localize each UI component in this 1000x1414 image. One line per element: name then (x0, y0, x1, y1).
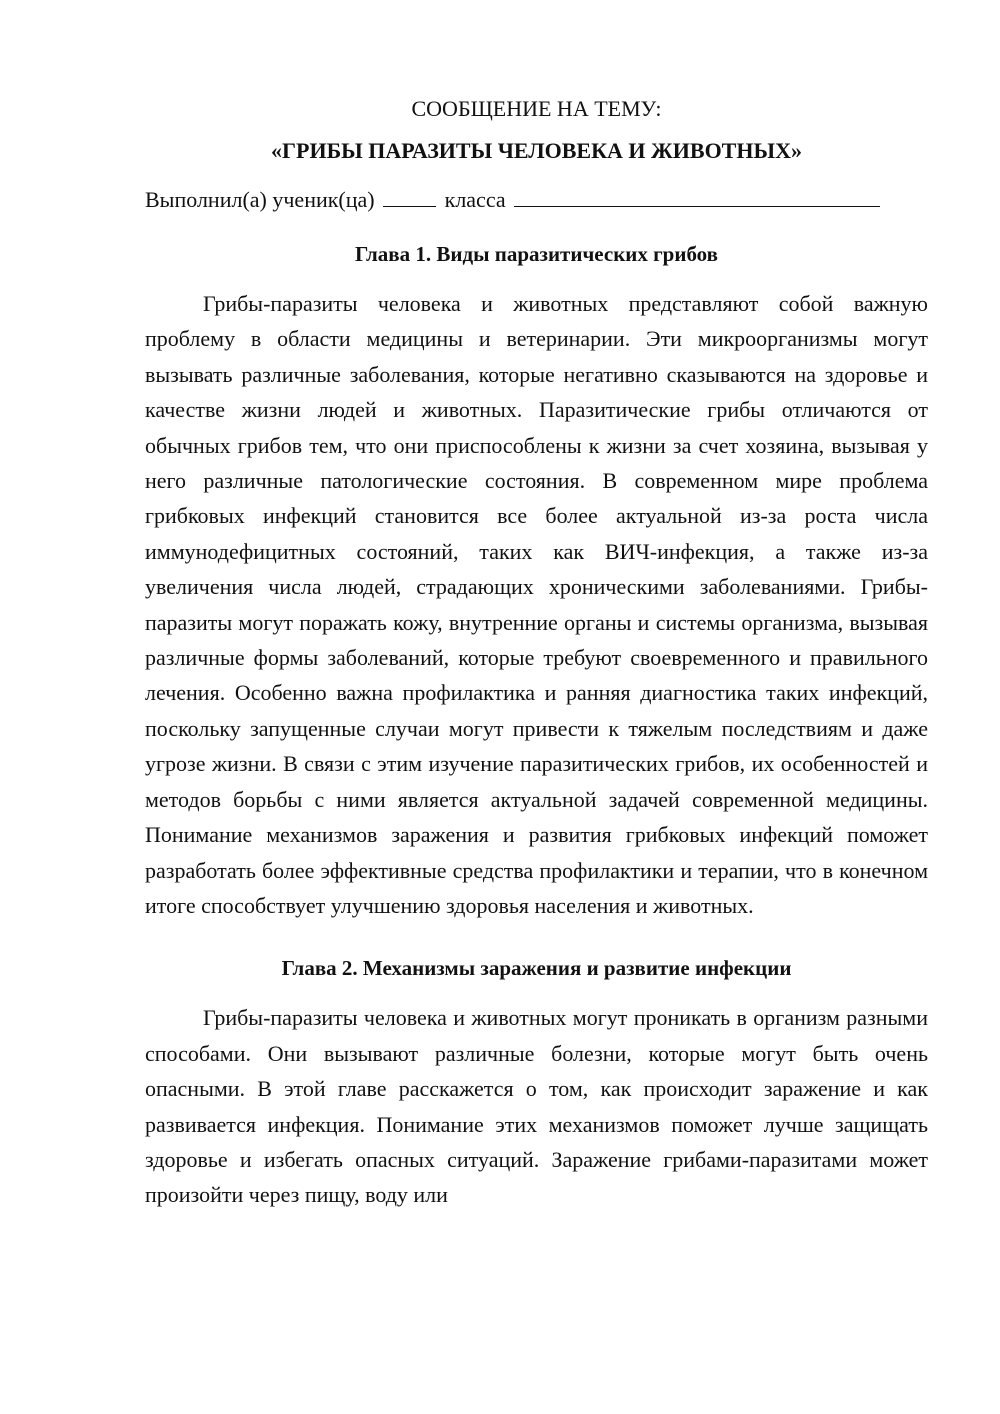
document-page (145, 92, 928, 1213)
name-blank (514, 182, 880, 207)
author-class-label: класса (444, 187, 506, 212)
chapter-2-paragraph: Грибы-паразиты человека и животных могут проникать в организм разными способами. Они вызывают различные болезни, которые могут быть очень опасными. В этой главе расскажется о том, как происходит заражение и как развивается инфекция. Понимание этих механизмов поможет лучше защищать здоровье и избегать опасных ситуаций. Заражение грибами-паразитами может произойти через пищу, воду или (145, 1005, 928, 1208)
author-performed-label: Выполнил(а) ученик(ца) (145, 187, 375, 212)
author-line (145, 182, 928, 217)
chapter-1-heading: Глава 1. Виды паразитических грибов (354, 242, 719, 266)
chapter-2-heading: Глава 2. Механизмы заражения и развитие инфекции (281, 956, 792, 981)
document-title: СООБЩЕНИЕ НА ТЕМУ: (411, 96, 662, 121)
grade-blank (383, 182, 436, 207)
chapter-1-paragraph: Грибы-паразиты человека и животных представляют собой важную проблему в области медицины и ветеринарии. Эти микроорганизмы могут вызывать различные заболевания, которые негативно сказываются на здоровье и качестве жизни людей и животных. Паразитические грибы отличаются от обычных грибов тем, что они приспособлены к жизни за счет хозяина, вызывая у него различные патологические состояния. В современном мире проблема грибковых инфекций становится все более актуальной из-за роста числа иммунодефицитных состояний, таких как ВИЧ-инфекция, а также из-за увеличения числа людей, страдающих хроническими заболеваниями. Грибы-паразиты могут поражать кожу, внутренние органы и системы организма, вызывая различные формы заболеваний, которые требуют своевременного и правильного лечения. Особенно важна профилактика и ранняя диагностика таких инфекций, поскольку запущенные случаи могут привести к тяжелым последствиям и даже угрозе жизни. В связи с этим изучение паразитических грибов, их особенностей и методов борьбы с ними является актуальной задачей современной медицины. Понимание механизмов заражения и развития грибковых инфекций поможет разработать более эффективные средства профилактики и терапии, что в конечном итоге способствует улучшению здоровья населения и животных. (145, 291, 928, 918)
document-subtitle: «ГРИБЫ ПАРАЗИТЫ ЧЕЛОВЕКА И ЖИВОТНЫХ» (271, 138, 802, 163)
